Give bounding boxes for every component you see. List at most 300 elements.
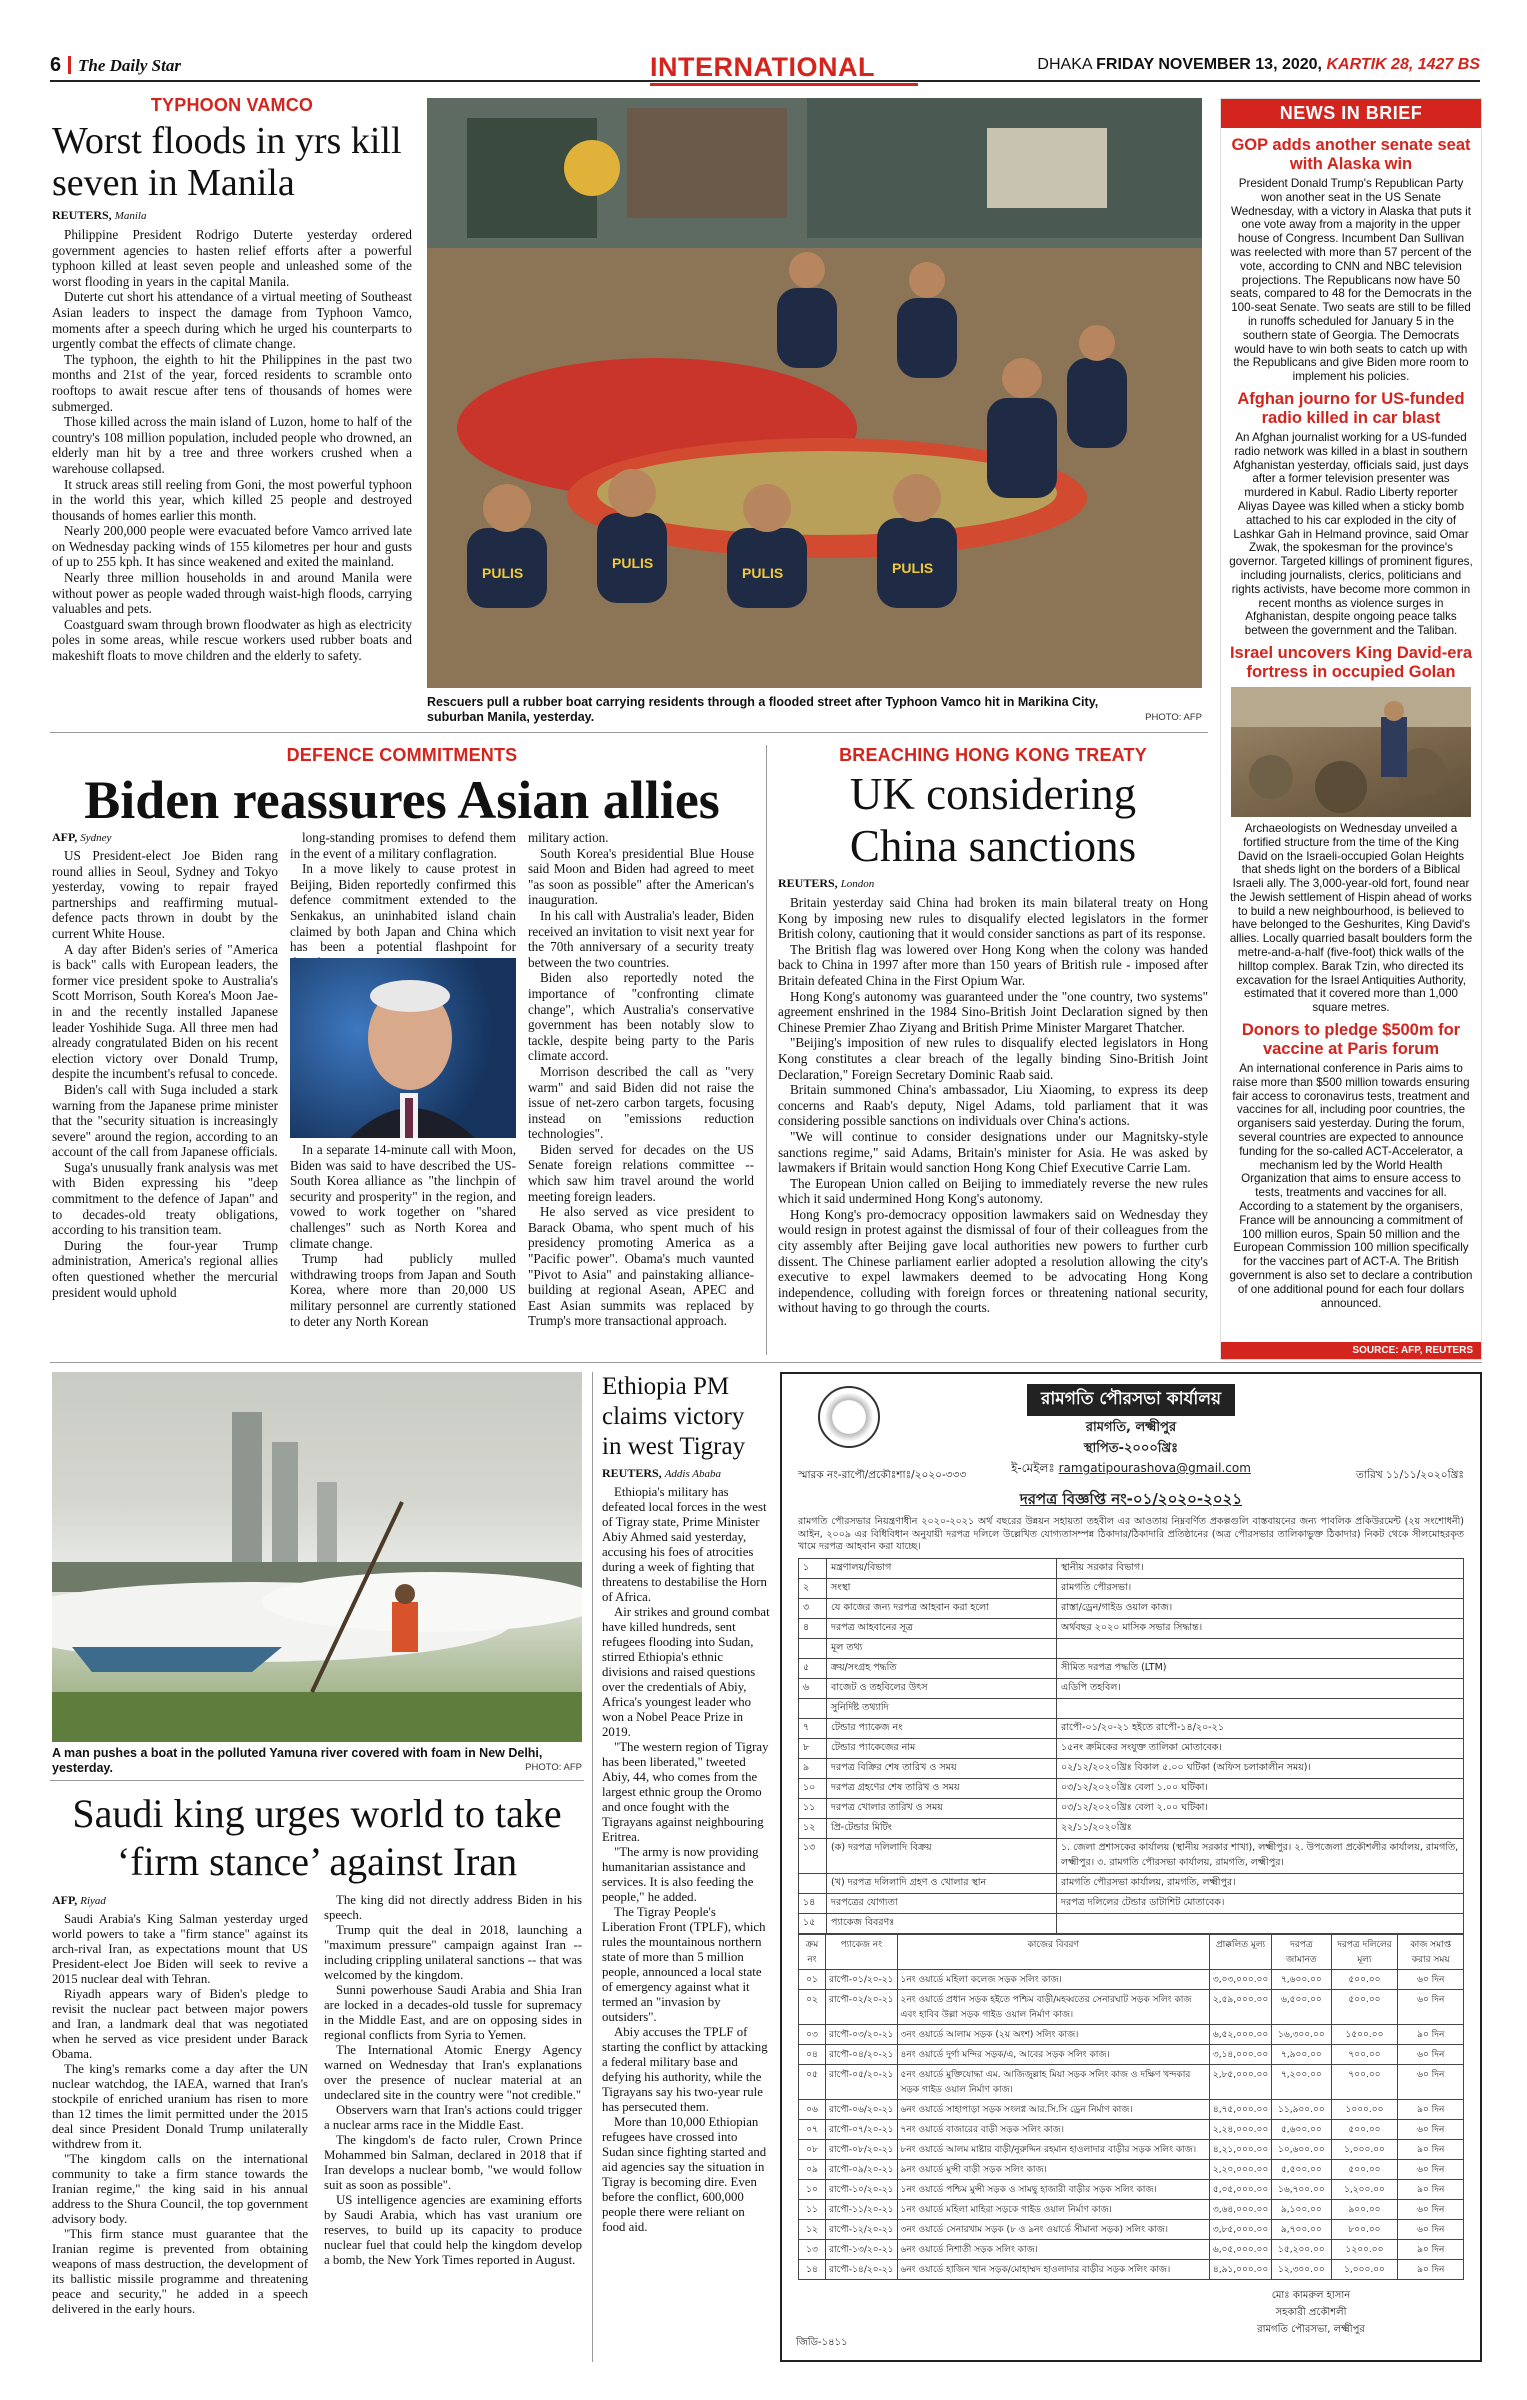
row-label: টেন্ডার প্যাকেজ নং <box>827 1718 1057 1738</box>
brief-heading: NEWS IN BRIEF <box>1221 99 1481 128</box>
works-cell: ৩নং ওয়ার্ডে সেনারখাম সড়ক (৮ ও ৯নং ওয়ার্ডে সীমানা সড়ক) সলিং কাজ। <box>897 2219 1209 2239</box>
works-cell: রাপৌ-০২/২০-২১ <box>826 1989 898 2024</box>
works-cell: রাপৌ-১৩/২০-২১ <box>826 2239 898 2259</box>
works-cell: ৬০ দিন <box>1398 2199 1464 2219</box>
flood-scene <box>427 98 1202 688</box>
paragraph: A day after Biden's series of "America is back" calls with European leaders, the former vice president spoke to Australia's Scott Morrison, South Korea's Moon Jae-in and the recently installed Japanese leader Yoshihide Suga. All three men had already congratulated Biden on his recent election victory over Donald Trump, despite the incumbent's refusal to concede. <box>52 941 278 1082</box>
notice-info-row <box>799 1798 1464 1818</box>
manila-body <box>52 227 412 664</box>
biden-story <box>52 745 752 830</box>
works-cell: ২,২০,০০০.০০ <box>1209 2159 1271 2179</box>
row-number: ৭ <box>799 1718 827 1738</box>
works-cell: ১২ <box>799 2219 826 2239</box>
works-column-header: প্রাক্কলিত মূল্য <box>1209 1934 1271 1969</box>
golan-fortress-photo <box>1231 687 1471 817</box>
fortress-scene <box>1231 687 1471 817</box>
works-cell: ১১ <box>799 2199 826 2219</box>
row-label: প্রি-টেন্ডার মিটিং <box>827 1818 1057 1838</box>
works-row <box>799 2239 1464 2259</box>
works-cell: ৭নং ওয়ার্ডে বাজারের বাড়ী সড়ক সলিং কাজ। <box>897 2119 1209 2139</box>
biden-portrait <box>290 958 516 1138</box>
photo-caption: Rescuers pull a rubber boat carrying residents through a flooded street after Typhoon Vamco hit in Marikina City, suburban Manila, yesterday. <box>427 695 1099 724</box>
row-number: ১২ <box>799 1818 827 1838</box>
paragraph: Biden also reportedly noted the importance of "confronting climate change", which Australia's conservative government has been notably slow to tackle, despite being party to the Paris climate accord. <box>528 970 754 1064</box>
works-cell: রাপৌ-০৮/২০-২১ <box>826 2139 898 2159</box>
works-cell: রাপৌ-০৫/২০-২১ <box>826 2064 898 2099</box>
brief-item <box>1221 638 1481 1015</box>
row-value: অর্থবছর ২০২০ মাসিক সভার সিদ্ধান্ত। <box>1057 1618 1464 1638</box>
works-cell: ১০,৬০০.০০ <box>1272 2139 1331 2159</box>
works-cell: ৩,৮৫,০০০.০০ <box>1209 2219 1271 2239</box>
paragraph: The International Atomic Energy Agency warned on Wednesday that Iran's explanations over the presence of nuclear material at an undeclared site in the country were "not credible." <box>324 2043 582 2102</box>
row-value: স্থানীয় সরকার বিভাগ। <box>1057 1558 1464 1578</box>
paragraph: Britain yesterday said China had broken its main bilateral treaty on Hong Kong by imposing new rules to disqualify elected legislators in the former British colony, cautioning that it would consider sanctions as part of its response. <box>778 895 1208 942</box>
dateline-city: DHAKA <box>1037 56 1092 73</box>
works-cell: ০৯ <box>799 2159 826 2179</box>
paragraph: Philippine President Rodrigo Duterte yesterday ordered government agencies to hasten relief efforts after a powerful typhoon killed at least seven people and unleashed some of the worst flooding in years in the capital Manila. <box>52 227 412 289</box>
row-number: ১০ <box>799 1778 827 1798</box>
notice-info-row <box>799 1638 1464 1658</box>
works-cell: ৫,৬০০.০০ <box>1272 2119 1331 2139</box>
signer-org: রামগতি পৌরসভা, লক্ষ্মীপুর <box>1257 2323 1365 2335</box>
works-cell: ৬০ দিন <box>1398 1989 1464 2024</box>
ethiopia-headline: Ethiopia PM claims victory in west Tigray <box>602 1373 746 1460</box>
notice-info-row <box>799 1718 1464 1738</box>
memo-date: তারিখ ১১/১১/২০২০খ্রিঃ <box>1356 1469 1464 1481</box>
paragraph: "The kingdom calls on the international community to take a firm stance towards the Iranian regime," the king said in his annual address to the Shura Council, the top government advisory body. <box>52 2152 308 2226</box>
notice-info-row <box>799 1873 1464 1893</box>
paragraph: Hong Kong's autonomy was guaranteed under the "one country, two systems" agreement enshrined in the 1984 Sino-British Joint Declaration signed by then Chinese Premier Zhao Ziyang and British Prime Minister Margaret Thatcher. <box>778 988 1208 1035</box>
dateline-date: FRIDAY NOVEMBER 13, 2020, <box>1096 56 1322 73</box>
office-email-line <box>798 1460 1464 1480</box>
ethiopia-body <box>602 1485 770 2235</box>
dateline <box>1037 56 1480 74</box>
works-cell: ৩নং ওয়ার্ডে আলাম সড়ক (২য় অংশ) সলিং কাজ। <box>897 2024 1209 2044</box>
biden-kicker: DEFENCE COMMITMENTS <box>286 745 518 765</box>
row-value: রামগতি পৌরসভা কার্যালয়, রামগতি, লক্ষ্মীপুর। <box>1057 1873 1464 1893</box>
row-number: ১১ <box>799 1798 827 1818</box>
works-cell: ১নং ওয়ার্ডে মহিলা মাহিরা সড়কে গাইড ওয়াল নির্মাণ কাজ। <box>897 2199 1209 2219</box>
saudi-story <box>52 1790 582 1886</box>
row-label: মন্ত্রণালয়/বিভাগ <box>827 1558 1057 1578</box>
works-cell: ৪,৭৫,০০০.০০ <box>1209 2099 1271 2119</box>
works-cell: রাপৌ-০৪/২০-২১ <box>826 2044 898 2064</box>
paragraph: Nearly 200,000 people were evacuated before Vamco arrived late on Wednesday packing winds of 155 kilometres per hour and gusts of up to 255 kph. It has since weakened and exited the mainland. <box>52 523 412 570</box>
works-row <box>799 2219 1464 2239</box>
works-cell: ৬নং ওয়ার্ডে সাহাপাড়া সড়ক সংলগ্ন আর.সি.সি ড্রেন নির্মাণ কাজ। <box>897 2099 1209 2119</box>
byline-agency: REUTERS, <box>602 1466 662 1480</box>
paragraph: Riyadh appears wary of Biden's pledge to revisit the nuclear pact between major powers and Iran, a landmark deal that was negotiated when he served as vice president under Barack Obama. <box>52 1987 308 2061</box>
works-cell: রাপৌ-১১/২০-২১ <box>826 2199 898 2219</box>
row-label: দরপত্রের যোগ্যতা <box>827 1893 1057 1913</box>
works-cell: ৫০০.০০ <box>1331 1989 1398 2024</box>
vest-text: PULIS <box>742 565 784 581</box>
row-label: যে কাজের জন্য দরপত্র আহবান করা হলো <box>827 1598 1057 1618</box>
works-cell: ৩,১৪,০০০.০০ <box>1209 2044 1271 2064</box>
email-label: ই-মেইলঃ <box>1011 1461 1055 1475</box>
row-value: ০৩/১২/২০২০খ্রিঃ বেলা ১.০০ ঘটিকা। <box>1057 1778 1464 1798</box>
works-row <box>799 2159 1464 2179</box>
email-link[interactable]: ramgatipourashova@gmail.com <box>1058 1461 1251 1475</box>
works-row <box>799 1989 1464 2024</box>
brief-body: An Afghan journalist working for a US-funded radio network was killed in a blast in southern Afghanistan yesterday, officials said, just days after a former television presenter was murdered in Kabul. Radio Liberty reporter Aliyas Dayee was killed when a sticky bomb attached to his car exploded in the city of Lashkar Gah in Helmand province, said Omar Zwak, the spokesman for the province's governor. Targeted killings of prominent figures, including journalists, clerics, politicians and rights activists, have become more common in recent months as violence surges in Afghanistan, despite ongoing peace talks between the government and the Taliban. <box>1229 430 1473 638</box>
notice-info-row <box>799 1598 1464 1618</box>
brief-body: President Donald Trump's Republican Party won another seat in the US Senate Wednesday, with a victory in Alaska that puts it one vote away from a majority in the upper house of Congress. Incumbent Dan Sullivan was reelected with more than 57 percent of the vote, according to CNN and NBC television projections. The Republicans now have 50 seats, compared to 48 for the Democrats in the 100-seat Senate. Two seats are still to be filled in runoffs scheduled for January 5 in the southern state of Georgia. The Democrats would have to win both seats to catch up with the Republicans and give Biden more room to implement his policies. <box>1230 177 1472 384</box>
works-cell: ৯০ দিন <box>1398 2024 1464 2044</box>
row-value: দরপত্র দলিলের টেন্ডার ডাটাশিট মোতাবেক। <box>1057 1893 1464 1913</box>
works-cell: ৯০ দিন <box>1398 2179 1464 2199</box>
works-cell: ০৮ <box>799 2139 826 2159</box>
paragraph: "The army is now providing humanitarian assistance and services. It is also feeding the people," he added. <box>602 1845 759 1904</box>
paragraph: South Korea's presidential Blue House said Moon and Biden had agreed to meet "as soon as possible" after the American's inauguration. <box>528 845 754 908</box>
row-value <box>1057 1913 1464 1933</box>
notice-info-row <box>799 1738 1464 1758</box>
row-value: রাপৌ-০১/২০-২১ হইতে রাপৌ-১৪/২০-২১ <box>1057 1718 1464 1738</box>
paragraph: The kingdom's de facto ruler, Crown Prince Mohammed bin Salman, declared in 2018 that if Iran develops a nuclear bomb, "we would follow suit as soon as possible". <box>324 2133 582 2192</box>
paragraph: Observers warn that Iran's actions could trigger a nuclear arms race in the Middle East. <box>324 2103 582 2132</box>
paragraph: The British flag was lowered over Hong Kong when the colony was handed back to China in 1997 after more than 150 years of British rule - imposed after Britain defeated China in the First Opium War. <box>778 941 1208 988</box>
signature-block <box>1158 2288 1464 2339</box>
byline-agency: REUTERS, <box>52 208 112 222</box>
works-row <box>799 2199 1464 2219</box>
works-cell: রাপৌ-০৬/২০-২১ <box>826 2099 898 2119</box>
works-row <box>799 2064 1464 2099</box>
works-cell: ৫নং ওয়ার্ডে মুক্তিযোদ্ধা এম. আজিজুল্লাহ মিয়া সড়ক সলিং কাজ ও দক্ষিণ খন্দকার সড়ক গাইড ওয়াল নির্মাণ কাজ। <box>897 2064 1209 2099</box>
saudi-headline: Saudi king urges world to take ‘firm stance’ against Iran <box>72 1791 562 1884</box>
works-cell: ৫,৫০০.০০ <box>1272 2159 1331 2179</box>
works-cell: ০৬ <box>799 2099 826 2119</box>
works-cell: রাপৌ-০১/২০-২১ <box>826 1969 898 1989</box>
row-number: ৩ <box>799 1598 827 1618</box>
works-cell: ৩,০৩,০০০.০০ <box>1209 1969 1271 1989</box>
row-number: ১৫ <box>799 1913 827 1933</box>
brief-title: Israel uncovers King David-era fortress in occupied Golan <box>1229 643 1473 681</box>
paragraph: Those killed across the main island of Luzon, home to half of the country's 108 million population, included people who drowned, an elderly man hit by a tree and three workers crushed when a warehouse collapsed. <box>52 414 412 476</box>
vest-text: PULIS <box>892 560 934 576</box>
brief-title: Donors to pledge $500m for vaccine at Paris forum <box>1241 1021 1461 1059</box>
paragraph: In a move likely to cause protest in Beijing, Biden reportedly confirmed this defence commitment extended to the Senkakus, an uninhabited island chain claimed by both Japan and China which has been a potential flashpoint for <box>290 861 516 955</box>
divider <box>50 1362 1482 1363</box>
brief-item <box>1221 1015 1481 1310</box>
row-number: ৬ <box>799 1678 827 1698</box>
works-column-header: ক্রম নং <box>799 1934 826 1969</box>
notice-title: দরপত্র বিজ্ঞপ্তি নং-০১/২০২০-২০২১ <box>1019 1490 1243 1508</box>
row-value: ০২/১২/২০২০খ্রিঃ বিকাল ৫.০০ ঘটিকা (অফিস চলাকালীন সময়)। <box>1057 1758 1464 1778</box>
works-cell: ১৫,২০০.০০ <box>1272 2239 1331 2259</box>
row-number <box>799 1873 827 1893</box>
hongkong-body <box>778 895 1208 1316</box>
works-cell: রাপৌ-১০/২০-২১ <box>826 2179 898 2199</box>
notice-info-table <box>798 1558 1464 1934</box>
works-cell: ৬০ দিন <box>1398 2064 1464 2099</box>
works-cell: ০১ <box>799 1969 826 1989</box>
works-cell: রাপৌ-১৪/২০-২১ <box>826 2259 898 2279</box>
works-cell: ২,৮৫,০০০.০০ <box>1209 2064 1271 2099</box>
notice-intro: রামগতি পৌরসভার নিয়ন্ত্রণাধীন ২০২০-২০২১ অর্থ বছরের উন্নয়ন সহায়তা তহবীল এর আওতায় নিম্নবর্ণিত প্রকল্পগুলি বাস্তবায়নের জন্য পাবলিক প্রকিউরমেন্ট (২য় সংশোধনী) আইন, ২০০৯ এর বিধিবিধান অনুযায়ী দরপত্র দলিলে উল্লেখিত যোগ্যতাসম্পন্ন ঠিকাদার/ঠিকাদারি প্রতিষ্ঠানের (অত্র পৌরসভার তালিকাভুক্ত ঠিকাদার) নিকট থেকে সীলমোহরকৃত খামে দরপত্র আহবান করা যাচ্ছে। <box>798 1516 1464 1552</box>
paragraph: Suga's unusually frank analysis was met with Biden expressing his "deep commitment to the defence of Japan" and to decades-old treaty obligations, according to his transition team. <box>52 1159 278 1238</box>
works-cell: ৬০ দিন <box>1398 2119 1464 2139</box>
works-cell: ৭,৯০০.০০ <box>1272 2044 1331 2064</box>
works-cell: ১২,৩০০.০০ <box>1272 2259 1331 2279</box>
paragraph: "We will continue to consider designations under our Magnitsky-style sanctions regime," said Adams, Britain's minister for Asia. He was asked by lawmakers if Britain would sanction Hong Kong Chief Executive Carrie Lam. <box>778 1128 1208 1176</box>
works-cell: ৬০ দিন <box>1398 1969 1464 1989</box>
row-label: দরপত্র খোলার তারিখ ও সময় <box>827 1798 1057 1818</box>
pourashava-seal-icon <box>818 1386 880 1448</box>
works-cell: ৭,৬০০.০০ <box>1272 1969 1331 1989</box>
works-row <box>799 2139 1464 2159</box>
row-label: প্যাকেজ বিবরণঃ <box>827 1913 1057 1933</box>
divider <box>50 1780 584 1781</box>
brief-title: GOP adds another senate seat with Alaska win <box>1231 136 1471 173</box>
works-cell: ০২ <box>799 1989 826 2024</box>
works-cell: ১,০০০.০০ <box>1331 2139 1398 2159</box>
paragraph: During the four-year Trump administration, America's regional allies often questioned whether the mercurial president would uphold <box>52 1237 278 1300</box>
divider <box>766 745 767 1355</box>
row-number <box>799 1638 827 1658</box>
biden-column-3 <box>528 830 754 1329</box>
paragraph: US intelligence agencies are examining efforts by Saudi Arabia, which has vast uranium ore reserves, to build up its capacity to produce nuclear fuel that could help the kingdom develop a bomb, the New York Times reported in August. <box>324 2193 582 2267</box>
row-label: সুনির্দিষ্ট তথ্যাদি <box>827 1698 1057 1718</box>
byline-agency: REUTERS, <box>778 876 838 890</box>
row-value <box>1057 1698 1464 1718</box>
office-name: রামগতি পৌরসভা কার্যালয় <box>1027 1384 1235 1416</box>
works-cell: ৬,০৫,০০০.০০ <box>1209 2239 1271 2259</box>
row-label: টেন্ডার প্যাকেজের নাম <box>827 1738 1057 1758</box>
byline-city: Riyad <box>80 1895 106 1907</box>
paragraph: Duterte cut short his attendance of a virtual meeting of Southeast Asian leaders to inspect the damage from Typhoon Vamco, moments after a speech during which he urged his counterparts to urgently combat the effects of climate change. <box>52 289 412 352</box>
works-cell: ৮০০.০০ <box>1331 2219 1398 2239</box>
divider <box>592 1372 593 2362</box>
paragraph: "This firm stance must guarantee that the Iranian regime is prevented from obtaining weapons of mass destruction, the development of its ballistic missile programme and threatening peace and security," he added in a speech delivered in the early hours. <box>52 2227 308 2316</box>
manila-kicker: TYPHOON VAMCO <box>150 95 314 115</box>
notice-info-row <box>799 1658 1464 1678</box>
row-label: বাজেট ও তহবিলের উৎস <box>827 1678 1057 1698</box>
works-cell: ৬০ দিন <box>1398 2044 1464 2064</box>
masthead <box>50 52 1480 82</box>
row-number: ৯ <box>799 1758 827 1778</box>
paragraph: Ethiopia's military has defeated local forces in the west of Tigray state, Prime Minister Abiy Ahmed said yesterday, accusing his foes of atrocities during a week of fighting that threatens to destabilise the Horn of Africa. <box>602 1485 767 1604</box>
works-cell: ১০ <box>799 2179 826 2199</box>
hongkong-story <box>778 745 1208 1316</box>
works-table <box>798 1934 1464 2280</box>
paragraph: Trump quit the deal in 2018, launching a "maximum pressure" campaign against Iran -- including crippling unilateral sanctions -- that was welcomed by the kingdom. <box>324 1923 582 1982</box>
byline-city: Addis Ababa <box>664 1468 722 1480</box>
row-label: সংস্থা <box>827 1578 1057 1598</box>
saudi-byline <box>52 1893 106 1908</box>
works-cell: ৫০০.০০ <box>1331 1969 1398 1989</box>
row-label: (খ) দরপত্র দলিলাদি গ্রহণ ও খোলার স্থান <box>827 1873 1057 1893</box>
notice-info-row <box>799 1838 1464 1873</box>
works-cell: ৫,০৫,০০০.০০ <box>1209 2179 1271 2199</box>
paragraph: Coastguard swam through brown floodwater as high as electricity poles in some areas, while rescue workers used rubber boats and makeshift floats to move children and the elderly to safety. <box>52 616 412 664</box>
office-address: রামগতি, লক্ষ্মীপুর <box>1085 1420 1177 1435</box>
brief-body: An international conference in Paris aims to raise more than $500 million towards ensuring fair access to coronavirus tests, treatment and vaccines for all, including poor countries, the organisers said yesterday. During the forum, several countries are expected to announce funding for the so-called ACT-Accelerator, a mechanism led by the World Health Organization that aims to ensure access to tests, treatments and vaccines for all. According to a statement by the organisers, France will be announcing a commitment of 100 million euros, Spain 50 million and the European Commission 100 million specifically for the vaccines part of ACT-A. The British government is also set to declare a contribution of one additional pound for each four dollars announced. <box>1229 1062 1473 1310</box>
works-row <box>799 2044 1464 2064</box>
row-value: ২২/১১/২০২০খ্রিঃ <box>1057 1818 1464 1838</box>
paragraph: long-standing promises to defend them in the event of a military conflagration. <box>290 830 516 861</box>
works-cell: ৬নং ওয়ার্ডে নিশাতী সড়ক সলিং কাজ। <box>897 2239 1209 2259</box>
hongkong-headline: UK considering China sanctions <box>849 769 1137 871</box>
works-row <box>799 2099 1464 2119</box>
works-column-header: প্যাকেজ নং <box>826 1934 898 1969</box>
tender-notice <box>780 1372 1482 2362</box>
notice-info-row <box>799 1893 1464 1913</box>
notice-info-row <box>799 1758 1464 1778</box>
works-cell: ৯নং ওয়ার্ডে মুন্সী বাড়ী সড়ক সলিং কাজ। <box>897 2159 1209 2179</box>
notice-info-row <box>799 1913 1464 1933</box>
works-cell: ২,২৪,০০০.০০ <box>1209 2119 1271 2139</box>
row-number <box>799 1698 827 1718</box>
ethiopia-story <box>602 1372 770 2235</box>
paragraph: Air strikes and ground combat have killed hundreds, sent refugees flooding into Sudan, stirred Ethiopia's ethnic divisions and raised questions over the credentials of Abiy, Africa's youngest leader who won a Nobel Peace Prize in 2019. <box>602 1605 770 1739</box>
works-cell: ০৩ <box>799 2024 826 2044</box>
saudi-column-2 <box>324 1893 582 2268</box>
works-column-header: কাজ সমাপ্ত করার সময় <box>1398 1934 1464 1969</box>
hongkong-byline <box>778 876 1208 891</box>
works-cell: ৯০ দিন <box>1398 2099 1464 2119</box>
vest-text: PULIS <box>612 555 654 571</box>
paragraph: More than 10,000 Ethiopian refugees have crossed into Sudan since fighting started and aid agencies say the situation in Tigray is becoming dire. Even before the conflict, 600,000 people there were reliant on food aid. <box>602 2115 767 2234</box>
works-cell: ১,০০০.০০ <box>1331 2259 1398 2279</box>
paragraph: The typhoon, the eighth to hit the Philippines in the past two months and 21st of the year, forced residents to scramble onto rooftops to await rescue after tens of thousands of homes were submerged. <box>52 351 412 414</box>
hongkong-kicker: BREACHING HONG KONG TREATY <box>839 745 1147 765</box>
row-value: রাস্তা/ড্রেন/গাইড ওয়াল কাজ। <box>1057 1598 1464 1618</box>
works-cell: ৫০০.০০ <box>1331 2159 1398 2179</box>
manila-flood-photo <box>427 98 1202 688</box>
paragraph: "Beijing's imposition of new rules to disqualify elected legislators in Hong Kong constitutes a clear breach of the legally binding Sino-British Joint Declaration," Foreign Secretary Dominic Raab said. <box>778 1035 1208 1082</box>
row-number: ১৪ <box>799 1893 827 1913</box>
paragraph: Trump had publicly mulled withdrawing troops from Japan and South Korea, where more than 20,000 US military personnel are currently stationed to deter any North Korean <box>290 1251 516 1329</box>
byline-city: Sydney <box>80 832 112 844</box>
works-row <box>799 2024 1464 2044</box>
paragraph: The Tigray People's Liberation Front (TPLF), which rules the mountainous northern state of more than 5 million people, announced a local state of emergency against what it termed an "invasion by outsiders". <box>602 1905 766 2024</box>
works-cell: ৪,৯১,০০০.০০ <box>1209 2259 1271 2279</box>
brief-item <box>1221 128 1481 384</box>
works-cell: ৩,৬৪,০০০.০০ <box>1209 2199 1271 2219</box>
row-number: ৮ <box>799 1738 827 1758</box>
notice-info-row <box>799 1578 1464 1598</box>
row-label: দরপত্র আহবানের সূত্র <box>827 1618 1057 1638</box>
signer-name: মোঃ কামরুল হাসান <box>1271 2289 1351 2301</box>
section-title: INTERNATIONAL <box>650 52 875 82</box>
notice-code: জিডি-১৪১১ <box>796 2337 848 2348</box>
yamuna-caption: A man pushes a boat in the polluted Yamuna river covered with foam in New Delhi, yesterday. <box>52 1746 543 1775</box>
paragraph: military action. <box>528 830 609 845</box>
row-value: ১৫নং ক্রমিকের সংযুক্ত তালিকা মোতাবেক। <box>1057 1738 1464 1758</box>
paragraph: Nearly three million households in and around Manila were without power as people waded through waist-high floods, carrying valuables and pets. <box>52 570 412 617</box>
biden-column-1 <box>52 848 278 1300</box>
byline-city: Manila <box>114 210 147 222</box>
row-number: ৫ <box>799 1658 827 1678</box>
works-cell: রাপৌ-০৯/২০-২১ <box>826 2159 898 2179</box>
works-cell: ৫০০.০০ <box>1331 2119 1398 2139</box>
works-cell: ২,৫৯,০০০.০০ <box>1209 1989 1271 2024</box>
manila-byline <box>52 208 412 223</box>
paragraph: Biden served for decades on the US Senate foreign relations committee -- which saw him travel around the world meeting foreign leaders. <box>528 1141 754 1204</box>
paragraph: He also served as vice president to Barack Obama, who spent much of his presidency promoting America as a "Pacific power". Obama's much vaunted "Pivot to Asia" and painstaking alliance-building at regional Asean, APEC and East Asian summits was replaced by Trump's more transactional approach. <box>528 1204 754 1329</box>
works-cell: ১নং ওয়ার্ডে মহিলা কলেজ সড়ক সলিং কাজ। <box>897 1969 1209 1989</box>
paragraph: Biden's call with Suga included a stark warning from the Japanese prime minister that the "security situation is increasingly severe" around the region, according to an account of the call from Japanese officials. <box>52 1081 278 1160</box>
paragraph: Hong Kong's pro-democracy opposition lawmakers said on Wednesday they would resign in protest against the dismissal of four of their colleagues from the city assembly after Beijing gave local authorities new powers to further curb dissent. The Chinese parliament earlier adopted a resolution allowing the city's executive to expel lawmakers deemed to be advocating Hong Kong independence, colluding with foreign forces or threatening national security, without having to go through the courts. <box>778 1206 1208 1316</box>
works-cell: ৪নং ওয়ার্ডে দুর্গা মন্দির সড়ক/এ, আবের সড়ক সলিং কাজ। <box>897 2044 1209 2064</box>
works-cell: ১নং ওয়ার্ডে পশ্চিম মুন্সী সড়ক ও সামছু হাজারী বাড়ীর সড়ক সলিং কাজ। <box>897 2179 1209 2199</box>
paragraph: US President-elect Joe Biden rang round allies in Seoul, Sydney and Tokyo yesterday, vowing to repair frayed partnerships and reaffirming mutual-defence pacts thrown in doubt by the current White House. <box>52 848 278 941</box>
works-row <box>799 2259 1464 2279</box>
works-cell: ৪,২১,০০০.০০ <box>1209 2139 1271 2159</box>
row-value <box>1057 1638 1464 1658</box>
works-cell: ৬০ দিন <box>1398 2159 1464 2179</box>
works-cell: ৯০ দিন <box>1398 2239 1464 2259</box>
ethiopia-byline <box>602 1466 770 1481</box>
row-number: ১৩ <box>799 1838 827 1873</box>
paragraph: It struck areas still reeling from Goni, the most powerful typhoon in the world this year, which killed 25 people and destroyed thousands of homes earlier this month. <box>52 476 412 523</box>
brief-source: SOURCE: AFP, REUTERS <box>1221 1342 1481 1359</box>
paragraph: The king's remarks come a day after the UN nuclear watchdog, the IAEA, warned that Iran's stockpile of enriched uranium has risen to more than 12 times the limit permitted under the 2015 deal since President Donald Trump unilaterally withdrew from it. <box>52 2062 308 2151</box>
yamuna-scene <box>52 1372 582 1742</box>
works-cell: ৯০ দিন <box>1398 2139 1464 2159</box>
works-column-header: দরপত্র জামানত <box>1272 1934 1331 1969</box>
office-established: স্থাপিত-২০০০খ্রিঃ <box>1083 1441 1179 1456</box>
works-cell: ৯,৭০০.০০ <box>1272 2219 1331 2239</box>
yamuna-credit: PHOTO: AFP <box>525 1762 582 1773</box>
row-value: সীমিত দরপত্র পদ্ধতি (LTM) <box>1057 1658 1464 1678</box>
paragraph: In his call with Australia's leader, Biden received an invitation to visit next year for the 70th anniversary of a security treaty between the two countries. <box>528 907 754 970</box>
vest-text: PULIS <box>482 565 524 581</box>
biden-column-2a <box>290 830 516 970</box>
row-label: দরপত্র বিক্রির শেষ তারিখ ও সময় <box>827 1758 1057 1778</box>
works-cell: ১৬,৩০০.০০ <box>1272 2024 1331 2044</box>
memo-number: স্মারক নং-রাপৌ/প্রকৌঃশাঃ/২০২০-৩৩৩ <box>798 1469 967 1481</box>
notice-info-row <box>799 1558 1464 1578</box>
works-cell: ১৩ <box>799 2239 826 2259</box>
works-cell: ৮নং ওয়ার্ডে আলম মাষ্টার বাড়ী/নুরুদ্দিন রহমান হাওলাদার বাড়ীর সড়ক সলিং কাজ। <box>897 2139 1209 2159</box>
byline-agency: AFP, <box>52 830 78 844</box>
row-number: ২ <box>799 1578 827 1598</box>
works-cell: ১০০০.০০ <box>1331 2099 1398 2119</box>
news-in-brief <box>1220 98 1482 1360</box>
works-cell: ১২০০.০০ <box>1331 2239 1398 2259</box>
paragraph: The European Union called on Beijing to immediately reverse the new rules which it said undermined Hong Kong's autonomy. <box>778 1175 1208 1207</box>
biden-photo <box>290 958 516 1138</box>
works-cell: ১১,৯০০.০০ <box>1272 2099 1331 2119</box>
paragraph: Abiy accuses the TPLF of starting the conflict by attacking a federal military base and defying his authority, while the Tigrayans say his two-year rule has persecuted them. <box>602 2025 768 2114</box>
row-value: রামগতি পৌরসভা। <box>1057 1578 1464 1598</box>
row-label: দরপত্র গ্রহণের শেষ তারিখ ও সময় <box>827 1778 1057 1798</box>
works-row <box>799 2119 1464 2139</box>
divider <box>50 732 1208 733</box>
works-cell: ০৪ <box>799 2044 826 2064</box>
works-cell: ০৭ <box>799 2119 826 2139</box>
dateline-bengali: KARTIK 28, 1427 BS <box>1326 56 1480 73</box>
section-underline <box>650 83 918 86</box>
manila-headline: Worst floods in yrs kill seven in Manila <box>52 120 402 204</box>
notice-info-row <box>799 1818 1464 1838</box>
works-cell: ৯০০.০০ <box>1331 2199 1398 2219</box>
row-label: মূল তথ্য <box>827 1638 1057 1658</box>
works-cell: ৬,৫২,০০০.০০ <box>1209 2024 1271 2044</box>
row-number: ৪ <box>799 1618 827 1638</box>
works-cell: রাপৌ-০৩/২০-২১ <box>826 2024 898 2044</box>
works-cell: ৭০০.০০ <box>1331 2064 1398 2099</box>
notice-info-row <box>799 1618 1464 1638</box>
notice-info-row <box>799 1778 1464 1798</box>
biden-headline: Biden reassures Asian allies <box>84 770 720 830</box>
saudi-column-1 <box>52 1912 308 2317</box>
paragraph: Morrison described the call as "very warm" and said Biden did not raise the issue of net-zero carbon targets, focusing instead on "emissions reduction technologies". <box>528 1063 754 1142</box>
biden-byline <box>52 830 111 845</box>
works-cell: ৯০ দিন <box>1398 2259 1464 2279</box>
works-cell: ২নং ওয়ার্ডে প্রধান সড়ক হইতে পশ্চিম বাড়ী/মহব্বতের সেনারঘাট সড়ক সলিং কাজ এবং হাবিব উল্লা সড়ক গাইড ওয়াল নির্মাণ কাজ। <box>897 1989 1209 2024</box>
